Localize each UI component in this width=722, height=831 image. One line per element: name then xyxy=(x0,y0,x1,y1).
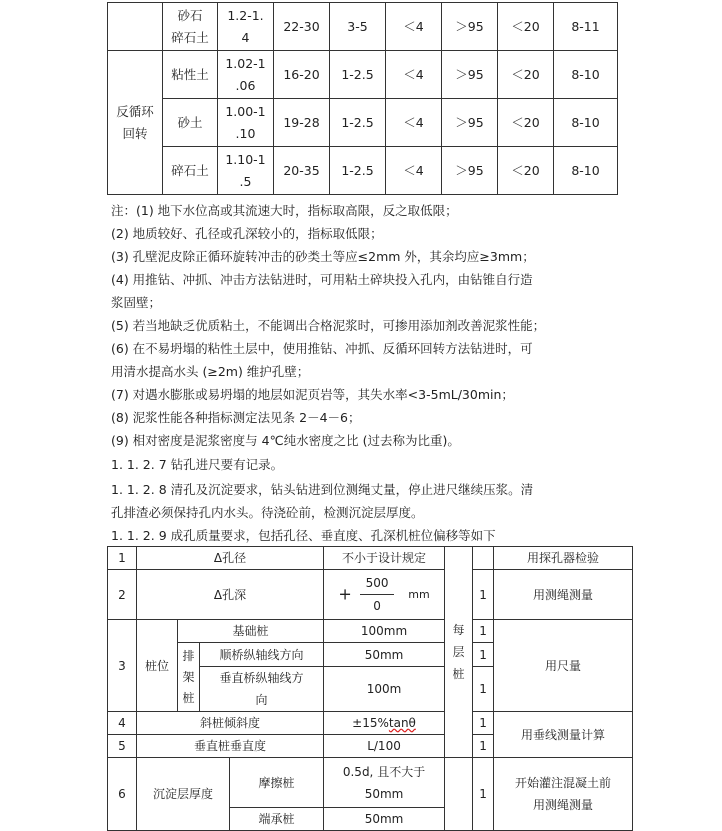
tolerance-cell xyxy=(324,570,445,620)
count-cell: 1 xyxy=(473,620,494,643)
table-row xyxy=(108,51,618,99)
note-line: 用清水提高水头 (≥2m) 维护孔壁； xyxy=(111,364,310,379)
item-cell: Δ孔径 xyxy=(137,547,324,570)
table-row xyxy=(108,712,633,735)
rate-cell: ＞95 xyxy=(442,51,498,99)
row-group-cell: 排 架 桩 xyxy=(178,643,200,712)
value-cell xyxy=(324,712,445,735)
tolerance-upper: 500 xyxy=(360,572,395,595)
note-line: (7) 对遇水膨胀或易坍塌的地层如泥页岩等，其失水率<3-5mL/30min； xyxy=(111,387,514,402)
loss-cell: ＜4 xyxy=(386,147,442,195)
rate-cell: ＞95 xyxy=(442,3,498,51)
value-suffix: tanθ xyxy=(388,716,416,730)
water-cell: ＜20 xyxy=(498,51,554,99)
section-line: 孔排渣必须保持孔内水头。待浇砼前，检测沉淀层厚度。 xyxy=(111,505,424,520)
loss-cell: ＜4 xyxy=(386,3,442,51)
method-cell: 反循环 回转 xyxy=(108,51,163,195)
plus-sign: + xyxy=(338,584,352,604)
method-cell: 用垂线测量计算 xyxy=(494,712,633,758)
value-cell: 0.5d, 且不大于 50mm xyxy=(324,758,445,808)
method-cell xyxy=(108,3,163,51)
rate-cell: ＞95 xyxy=(442,99,498,147)
note-line: (4) 用推钻、冲抓、冲击方法钻进时，可用粘土碎块投入孔内，由钻锥自行造 xyxy=(111,272,533,287)
viscosity-cell: 20-35 xyxy=(274,147,330,195)
water-cell: ＜20 xyxy=(498,3,554,51)
value-cell: 不小于设计规定 xyxy=(324,547,445,570)
viscosity-cell: 22-30 xyxy=(274,3,330,51)
value-cell: 100mm xyxy=(324,620,445,643)
frequency-cell: 每 层 桩 xyxy=(445,547,473,758)
count-cell: 1 xyxy=(473,643,494,667)
sand-cell: 1-2.5 xyxy=(330,99,386,147)
soil-cell: 粘性土 xyxy=(163,51,218,99)
note-line: 浆固壁； xyxy=(111,295,162,310)
note-line: (3) 孔壁泥皮除正循环旋转冲击的砂类土等应≤2mm 外，其余均应≥3mm； xyxy=(111,249,535,264)
ratio-cell: 1.2-1. 4 xyxy=(218,3,274,51)
viscosity-cell: 16-20 xyxy=(274,51,330,99)
row-number: 6 xyxy=(108,758,137,831)
section-line: 1. 1. 2. 7 钻孔进尺要有记录。 xyxy=(111,457,284,472)
hole-quality-table xyxy=(107,546,633,831)
value-prefix: ±15% xyxy=(352,716,389,730)
row-number: 5 xyxy=(108,735,137,758)
soil-cell: 砂石 碎石土 xyxy=(163,3,218,51)
count-cell: 1 xyxy=(473,735,494,758)
table-row xyxy=(108,570,633,620)
method-cell: 用测绳测量 xyxy=(494,570,633,620)
soil-cell: 砂土 xyxy=(163,99,218,147)
value-cell: 50mm xyxy=(324,808,445,831)
note-line: (8) 泥浆性能各种指标测定法见条 2－4－6； xyxy=(111,410,361,425)
loss-cell: ＜4 xyxy=(386,51,442,99)
count-cell xyxy=(473,547,494,570)
note-line: (6) 在不易坍塌的粘性土层中，使用推钻、冲抓、反循环回转方法钻进时，可 xyxy=(111,341,533,356)
ratio-cell: 1.10-1 .5 xyxy=(218,147,274,195)
sand-cell: 1-2.5 xyxy=(330,147,386,195)
table-row xyxy=(108,3,618,51)
count-cell: 1 xyxy=(473,712,494,735)
ratio-cell: 1.00-1 .10 xyxy=(218,99,274,147)
soil-cell: 碎石土 xyxy=(163,147,218,195)
count-cell: 1 xyxy=(473,667,494,712)
method-cell: 用探孔器检验 xyxy=(494,547,633,570)
item-cell: 垂直桩垂直度 xyxy=(137,735,324,758)
sub-item-cell: 垂直桥纵轴线方 向 xyxy=(200,667,324,712)
mud-performance-table xyxy=(107,2,618,195)
value-cell: L/100 xyxy=(324,735,445,758)
sub-item-cell: 基础桩 xyxy=(178,620,324,643)
note-line: (5) 若当地缺乏优质粘土，不能调出合格泥浆时，可掺用添加剂改善泥浆性能； xyxy=(111,318,546,333)
water-cell: ＜20 xyxy=(498,99,554,147)
section-line: 1. 1. 2. 9 成孔质量要求，包括孔径、垂直度、孔深机桩位偏移等如下 xyxy=(111,528,496,543)
water-cell: ＜20 xyxy=(498,147,554,195)
item-cell: Δ孔深 xyxy=(137,570,324,620)
section-line: 1. 1. 2. 8 清孔及沉淀要求，钻头钻进到位测绳丈量，停止进尺继续压浆。清 xyxy=(111,482,534,497)
ph-cell: 8-10 xyxy=(554,147,618,195)
table-row xyxy=(108,147,618,195)
rate-cell: ＞95 xyxy=(442,147,498,195)
ph-cell: 8-10 xyxy=(554,99,618,147)
table-row xyxy=(108,547,633,570)
count-cell: 1 xyxy=(473,758,494,831)
method-cell: 开始灌注混凝土前 用测绳测量 xyxy=(494,758,633,831)
method-cell: 用尺量 xyxy=(494,620,633,712)
group-cell: 桩位 xyxy=(137,620,178,712)
sand-cell: 3-5 xyxy=(330,3,386,51)
value-cell: 100m xyxy=(324,667,445,712)
row-number: 4 xyxy=(108,712,137,735)
sub-item-cell: 顺桥纵轴线方向 xyxy=(200,643,324,667)
viscosity-cell: 19-28 xyxy=(274,99,330,147)
tolerance-fraction xyxy=(360,572,395,617)
ratio-cell: 1.02-1 .06 xyxy=(218,51,274,99)
note-line: (2) 地质较好、孔径或孔深较小的，指标取低限； xyxy=(111,226,383,241)
item-cell: 斜桩倾斜度 xyxy=(137,712,324,735)
loss-cell: ＜4 xyxy=(386,99,442,147)
sub-item-cell: 端承桩 xyxy=(230,808,324,831)
ph-cell: 8-10 xyxy=(554,51,618,99)
sand-cell: 1-2.5 xyxy=(330,51,386,99)
value-cell: 50mm xyxy=(324,643,445,667)
tolerance-unit: mm xyxy=(408,587,430,601)
row-number: 2 xyxy=(108,570,137,620)
table-row xyxy=(108,620,633,643)
tolerance-lower: 0 xyxy=(373,599,381,613)
item-cell: 沉淀层厚度 xyxy=(137,758,230,831)
table-row xyxy=(108,758,633,808)
row-number: 3 xyxy=(108,620,137,712)
table-row xyxy=(108,99,618,147)
ph-cell: 8-11 xyxy=(554,3,618,51)
row-number: 1 xyxy=(108,547,137,570)
sub-item-cell: 摩擦桩 xyxy=(230,758,324,808)
count-cell: 1 xyxy=(473,570,494,620)
note-line: 注：(1) 地下水位高或其流速大时，指标取高限，反之取低限； xyxy=(111,203,458,218)
note-line: (9) 相对密度是泥浆密度与 4℃纯水密度之比 (过去称为比重)。 xyxy=(111,433,460,448)
frequency-cell xyxy=(445,758,473,831)
